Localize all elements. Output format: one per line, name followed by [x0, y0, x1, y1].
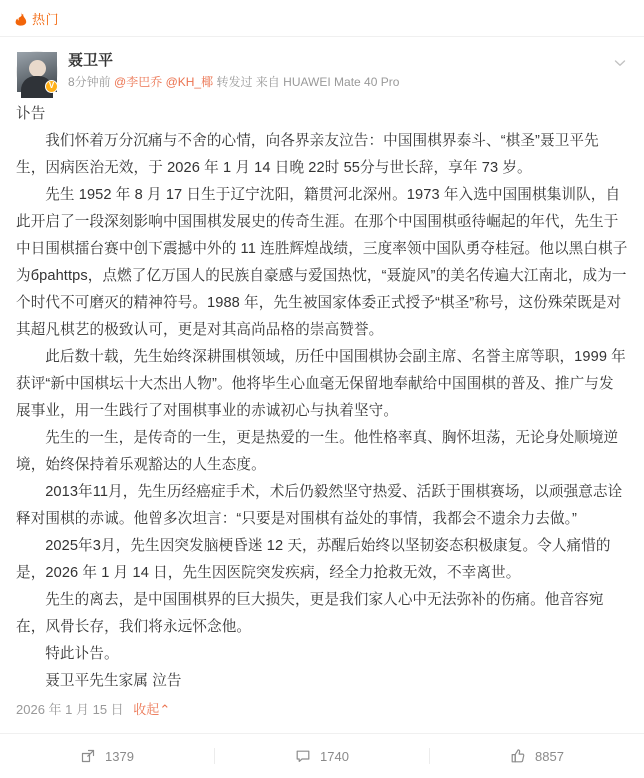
post-header	[0, 37, 644, 99]
post-date-row	[0, 695, 644, 731]
repost-relation: 转发过	[216, 75, 253, 89]
thumbs-up-icon	[510, 748, 526, 764]
like-count: 8857	[535, 748, 564, 764]
post-title: 讣告	[16, 106, 46, 122]
hot-badge[interactable]	[14, 9, 59, 28]
post-paragraph-3: 此后数十载，先生始终深耕围棋领域，历任中国围棋协会副主席、名誉主席等职，1999 年获评“新中国棋坛十大杰出人物”。他将毕生心血毫无保留地奉献给中国围棋的普及、推广与发展事业，用一生践行了对围棋事业的赤诚初心与执着坚守。	[16, 349, 626, 419]
post-paragraph-1: 我们怀着万分沉痛与不舍的心情，向各界亲友泣告：中国围棋界泰斗、“棋圣”聂卫平先生，因病医治无效，于 2026 年 1 月 14 日晚 22时 55分与世长辞，享年 73 岁。	[16, 133, 599, 176]
post-paragraph-2: 先生 1952 年 8 月 17 日生于辽宁沈阳，籍贯河北深州。1973 年入选中国围棋集训队，自此开启了一段深刻影响中国围棋发展史的传奇生涯。在那个中国围棋亟待崛起的年代，先生于中日围棋擂台赛中创下震撼中外的 11 连胜辉煌战绩，三度率领中国队勇夺桂冠。他以黑白棋子为браhttps，点燃了亿万国人的民族自豪感与爱国热忱，“聂旋风”的美名传遍大江南北，成为一个时代不可磨灭的精神符号。1988 年，先生被国家体委正式授予“棋圣”称号，这份殊荣既是对其超凡棋艺的极致认可，更是对其高尚品格的崇高赞誉。	[16, 187, 628, 338]
mention-user-2[interactable]: @KH_椰	[165, 75, 214, 89]
like-button[interactable]	[430, 734, 644, 778]
post-paragraph-6: 2025年3月，先生因突发脑梗昏迷 12 天，苏醒后始终以坚韧姿态积极康复。令人痛惜的是，2026 年 1 月 14 日，先生因医院突发疾病，经全力抢救无效，不幸离世。	[16, 538, 611, 581]
chevron-up-icon: ⌃	[159, 702, 171, 717]
author-name[interactable]: 聂卫平	[68, 52, 114, 69]
comment-icon	[295, 748, 311, 764]
comment-button[interactable]	[215, 734, 429, 778]
chevron-down-icon[interactable]	[612, 55, 628, 71]
fold-button[interactable]	[133, 702, 170, 717]
repost-button[interactable]	[0, 734, 214, 778]
hot-topic-bar	[0, 0, 644, 36]
source-device[interactable]: HUAWEI Mate 40 Pro	[283, 75, 400, 89]
flame-icon	[14, 11, 28, 26]
verified-badge-icon: V	[45, 80, 58, 93]
post-meta	[68, 74, 628, 91]
post-content	[0, 99, 644, 695]
mention-user-1[interactable]: @李巴乔	[114, 75, 163, 89]
action-bar	[0, 733, 644, 778]
fold-label: 收起	[133, 702, 160, 717]
avatar-face	[29, 60, 46, 77]
avatar[interactable]	[16, 51, 58, 93]
comment-count: 1740	[320, 748, 349, 764]
source-prefix: 来自	[255, 75, 280, 89]
post-card	[0, 36, 644, 778]
post-paragraph-7: 先生的离去，是中国围棋界的巨大损失，更是我们家人心中无法弥补的伤痛。他音容宛在，风骨长存，我们将永远怀念他。	[16, 592, 604, 635]
author-block	[68, 51, 628, 91]
post-time: 8分钟前	[68, 75, 111, 89]
post-paragraph-5: 2013年11月，先生历经癌症手术，术后仍毅然坚守热爱、活跃于围棋赛场，以顽强意志诠释对围棋的赤诚。他曾多次坦言：“只要是对围棋有益处的事情，我都会不遗余力去做。”	[16, 484, 623, 527]
hot-badge-label: 热门	[32, 11, 60, 27]
post-paragraph-8: 特此讣告。	[45, 646, 119, 662]
repost-icon	[80, 748, 96, 764]
repost-count: 1379	[105, 748, 134, 764]
post-date: 2026 年 1 月 15 日	[16, 702, 124, 717]
post-signature: 聂卫平先生家属 泣告	[45, 673, 182, 689]
post-paragraph-4: 先生的一生，是传奇的一生，更是热爱的一生。他性格率真、胸怀坦荡，无论身处顺境逆境，始终保持着乐观豁达的人生态度。	[16, 430, 619, 473]
